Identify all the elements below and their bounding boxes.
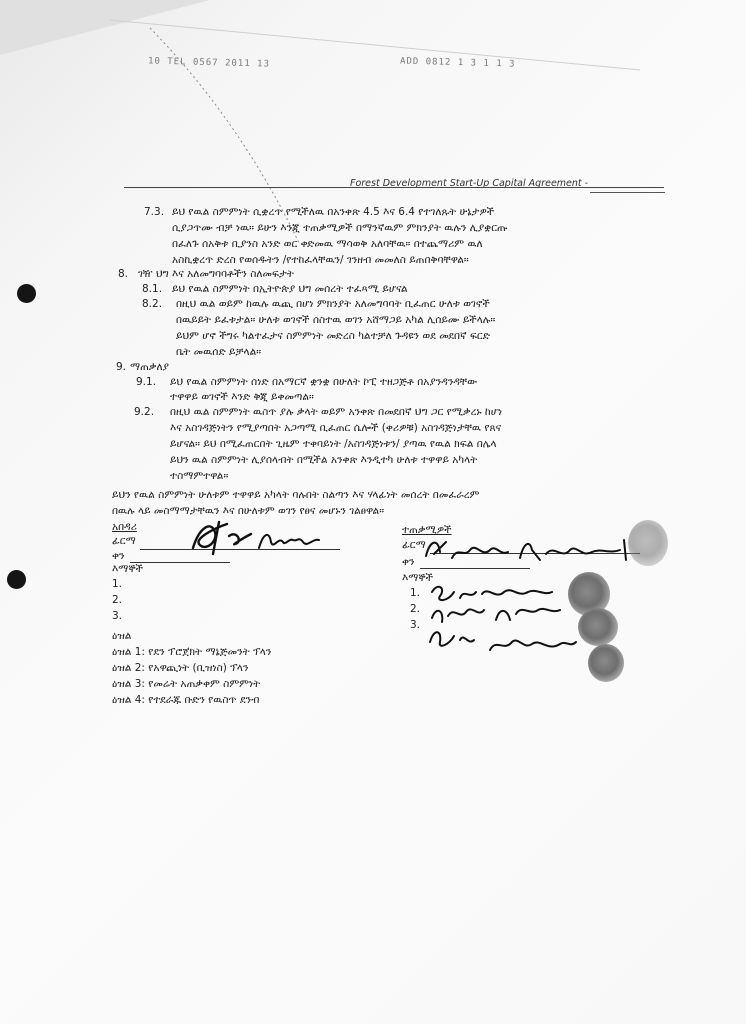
clause-9-number: 9. (116, 361, 127, 373)
clause-7-3-line: አስኪቋረጥ ድረስ የወሰዱትን /የተከፈላቸዉን/ ገንዘብ መመለስ ይጠበቅባቸዋል። (172, 254, 469, 266)
clause-9-2-number: 9.2. (134, 406, 155, 418)
witness-signatures-image (420, 580, 590, 670)
annex-item: ዕዝል 4: የተደራጁ ቡድን የዉስጥ ደንብ (112, 694, 260, 706)
beneficiaries-label: ተጠቃሚዎች (402, 524, 452, 536)
clause-9-1-line: ይህ የዉል ስምምነት ሰነድ በአማርኛ ቋንቋ በሁለት ኮፒ ተዘጋጅቶ በአያንዳንዳቸው (170, 376, 478, 388)
lender-sign-line (140, 549, 340, 550)
beneficiaries-sign-label: ፊርማ (402, 539, 426, 551)
clause-8-1-number: 8.1. (142, 283, 163, 295)
clause-8-1-text: ይህ የዉል ስምምነት በኢትዮጵያ ህግ መሰረት ተፈጻሚ ይሆናል (172, 283, 408, 295)
lender-date-line (130, 562, 230, 563)
beneficiaries-witness-number: 1. (410, 587, 421, 599)
beneficiaries-witnesses-label: እማኞች (402, 572, 434, 584)
header-rule-right (590, 192, 665, 193)
lender-witness-number: 2. (112, 594, 123, 606)
beneficiaries-witness-number: 3. (410, 619, 421, 631)
beneficiaries-witness-number: 2. (410, 603, 421, 615)
clause-9-2-line: ተስማምተዋል። (170, 470, 229, 482)
beneficiaries-signature-image (420, 528, 640, 568)
clause-9-title: ማጠቃለያ (130, 361, 170, 373)
beneficiaries-sign-line (430, 553, 640, 554)
clause-9-1-number: 9.1. (136, 376, 157, 388)
fax-header-right: ADD 0812 1 3 1 1 3 (399, 56, 516, 70)
annex-item: ዕዝል 2: የአዋጪነት (ቢዝነስ) ፕላን (112, 662, 249, 674)
lender-witnesses-label: እማኞች (112, 563, 144, 575)
clause-8-2-line: በዚህ ዉል ወይም ከዉሉ ዉጪ በሆነ ምክንያት አለመግባባት ቢፈጠር ሁለቱ ወገኖች (176, 298, 490, 310)
clause-9-2-line: እና አስገዳጅነትን የሚያጣበት አጋጣሚ ቢፈጠር ሴሎች (ቀሪዎቹ) አስገዳጅነታቸዉ የጸና (170, 422, 502, 434)
annex-heading: ዕዝል (112, 630, 132, 642)
thumbprint (588, 644, 624, 682)
annex-item: ዕዝል 3: የመሬት አጠቃቀም ስምምነት (112, 678, 261, 690)
punch-hole-top (17, 284, 36, 303)
annex-item: ዕዝል 1: የደን ፕሮጀክት ማኔጅመንት ፕላን (112, 646, 272, 658)
clause-7-3-number: 7.3. (144, 206, 165, 218)
clause-7-3-line: ሲያጋጥሙ ብቻ ነዉ። ይሁን እንጂ ተጠቃሚዎች በማንኛዉም ምክንያት ዉሉን ሊያቋርጡ (172, 222, 508, 234)
header-title: Forest Development Start-Up Capital Agreement - (350, 178, 589, 189)
lender-date-label: ቀን (112, 550, 125, 562)
clause-9-2-line: ይሆናል። ይህ በሚፈጠርበት ጊዜም ተቀባይነት /አስገዳጅነቱን/ ያጣዉ የዉል ክፍል በሌላ (170, 438, 497, 450)
clause-8-number: 8. (118, 268, 129, 280)
header-rule (124, 187, 664, 188)
lender-sign-label: ፊርማ (112, 535, 136, 547)
thumbprint (628, 520, 668, 566)
closing-line: ይህን የዉል ስምምነት ሁለቱም ተዋዋይ አካላት ባሉበት ስልጣን እና ሃላፊነት መሰረት በመፈራረም (112, 489, 480, 501)
thumbprint (578, 608, 618, 646)
lender-signature-image (185, 514, 335, 558)
punch-hole-bottom (7, 570, 26, 589)
clause-9-2-line: ይህን ዉል ስምምነት ሊያሰላብት በሚችል አንቀጽ እንዲተካ ሁለቱ ተዋዋይ አካላት (170, 454, 478, 466)
clause-7-3-line: በፈለጉ ሰአቅቱ ቢያንስ አንድ ወር ቀድመዉ ማሳወቅ አለባቸዉ። በተጨማሪም ዉለ (172, 238, 483, 250)
beneficiaries-date-line (420, 568, 530, 569)
closing-line: በዉሉ ላይ መስማማታቸዉን እና በሁለቱም ወገን የፀና መሆኑን ገልፀዋል። (112, 505, 385, 517)
clause-8-2-line: ይህም ሆኖ ችግሩ ካልተፈታና ስምምነት መድረስ ካልተቻለ ጉዳዩን ወደ መደበኛ ፍርድ (176, 330, 490, 342)
clause-9-2-line: በዚህ ዉል ስምምነት ዉስጥ ያሉ ቃላት ወይም አንቀጽ በመደበኛ ህግ ጋር የሚቃረኑ ከሆነ (170, 406, 503, 418)
paper-fold-shadow (0, 0, 746, 260)
clause-8-title: ገዥ ህግ እና አለመግባባቶችን ስለመፍታት (138, 268, 294, 280)
clause-9-1-line: ተዋዋይ ወገኖች እንድ ቅጂ ይቀመጣል። (170, 391, 314, 403)
clause-8-2-line: በዉይይት ይፈቱታል። ሁለቱ ወገኖች ሰስተዉ ወገን አሸማጋይ አካል ሊሰይሙ ይችላሉ። (176, 314, 496, 326)
clause-8-2-line: ቤት መዉሰድ ይቻላል። (176, 346, 262, 358)
clause-7-3-line: ይህ የዉል ስምምነት ሲቋረጥ የሚችለዉ በአንቀጽ 4.5 እና 6.4 የተገለጹት ሁኔታዎች (172, 206, 495, 218)
lender-witness-number: 1. (112, 578, 123, 590)
fax-header-left: 10 TEL 0567 2011 13 (147, 56, 271, 70)
lender-label: አበዳሪ (112, 521, 137, 533)
beneficiaries-date-label: ቀን (402, 556, 415, 568)
clause-8-2-number: 8.2. (142, 298, 163, 310)
lender-witness-number: 3. (112, 610, 123, 622)
